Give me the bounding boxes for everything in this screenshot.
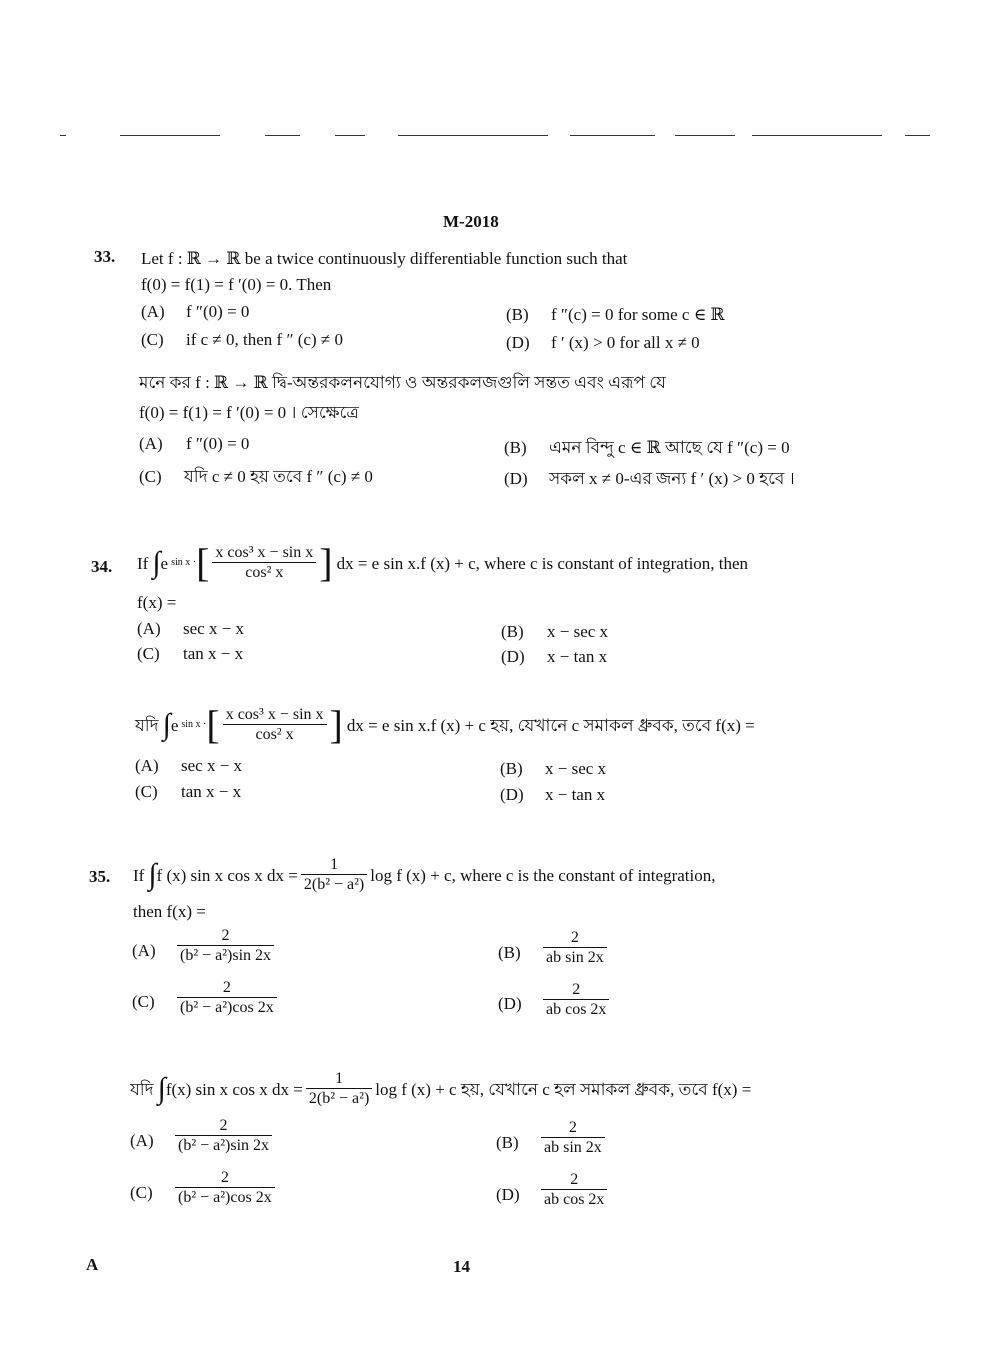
option-label: (C) [137,644,160,663]
option-label: (A) [137,619,161,638]
fraction [306,1071,372,1107]
question-text-bengali: f(0) = f(1) = f ′(0) = 0 । সেক্ষেত্রে [139,403,359,422]
equation-tail: log f (x) + c হয়, যেখানে c হল সমাকল ধ্রুবক, তবে f(x) = [375,1079,752,1099]
option-d [540,982,612,1018]
numerator: 2 [175,1118,272,1136]
option-c: if c ≠ 0, then f ″ (c) ≠ 0 [186,330,343,349]
numerator: 2 [543,930,607,948]
if-text: If [137,553,149,573]
denominator: cos² x [255,726,294,743]
integral-equation-bengali [130,1066,751,1112]
denominator: ab sin 2x [544,1139,602,1156]
page-number: 14 [453,1257,470,1276]
option-b: x − sec x [547,622,609,641]
question-text: f(0) = f(1) = f ′(0) = 0. Then [141,275,332,294]
left-bracket: [ [206,702,220,747]
base: e [160,553,169,573]
option-label: (C) [141,330,164,349]
question-text-bengali: মনে কর f : ℝ → ℝ দ্বি-অন্তরকলনযোগ্য ও অন্তরকলজগুলি সন্তত এবং এরূপ যে [139,373,666,392]
denominator: (b² − a²)sin 2x [178,1137,270,1154]
option-c: tan x − x [181,782,242,801]
fraction [223,707,327,743]
denominator: 2(b² − a²) [308,1090,370,1107]
option-label: (A) [139,434,163,453]
option-label: (C) [139,467,162,486]
option-d: x − tan x [547,647,608,666]
fraction [212,545,316,581]
numerator: 2 [177,928,274,946]
denominator: (b² − a²)cos 2x [178,1189,272,1206]
option-label: (A) [141,302,165,321]
integrand: f (x) sin x cos x dx = [156,865,298,885]
question-number: 35. [89,867,111,886]
option-c: tan x − x [183,644,244,663]
option-a: sec x − x [183,619,245,638]
option-label: (A) [132,941,156,960]
option-label: (D) [498,994,522,1013]
exponent: sin x · [171,557,197,568]
numerator: 2 [543,982,609,1000]
question-text: then f(x) = [133,902,206,921]
option-label: (B) [506,305,529,324]
equation-tail: dx = e sin x.f (x) + c, where c is constant of integration, then [336,553,749,573]
numerator: 2 [175,1170,275,1188]
equation-tail: dx = e sin x.f (x) + c হয়, যেখানে c সমাকল ধ্রুবক, তবে f(x) = [346,715,755,735]
integral-sign: ∫ [152,546,161,579]
option-label: (C) [135,782,158,801]
option-label: (D) [501,647,525,666]
denominator: (b² − a²)sin 2x [180,947,272,964]
option-d: সকল x ≠ 0-এর জন্য f ′ (x) > 0 হবে । [549,469,795,488]
if-text: If [133,865,145,885]
option-label: (A) [130,1131,154,1150]
option-c [172,1170,278,1206]
option-a [172,1118,275,1154]
integral-sign: ∫ [157,1072,166,1105]
integral-equation [137,538,748,588]
option-label: (B) [501,622,524,641]
page-code: M-2018 [443,212,499,231]
question-number: 34. [91,557,113,576]
question-text: Let f : ℝ → ℝ be a twice continuously differentiable function such that [141,249,628,268]
equation-tail: log f (x) + c, where c is the constant of integration, [370,865,716,885]
numerator: 1 [301,857,367,875]
integral-sign: ∫ [148,858,157,891]
option-label: (D) [506,333,530,352]
denominator: ab cos 2x [544,1191,605,1208]
if-text: যদি [130,1079,154,1099]
left-bracket: [ [196,540,210,585]
option-a: sec x − x [181,756,243,775]
option-label: (D) [496,1185,520,1204]
option-b: এমন বিন্দু c ∈ ℝ আছে যে f ″(c) = 0 [549,438,790,457]
base: e [170,715,179,735]
numerator: x cos³ x − sin x [212,545,316,563]
right-bracket: ] [319,540,333,585]
option-label: (D) [500,785,524,804]
numerator: 2 [541,1120,605,1138]
option-b: x − sec x [545,759,607,778]
denominator: cos² x [245,564,284,581]
option-a: f ″(0) = 0 [186,434,250,453]
right-bracket: ] [329,702,343,747]
option-label: (B) [496,1133,519,1152]
option-label: (A) [135,756,159,775]
if-text: যদি [135,715,159,735]
integrand: f(x) sin x cos x dx = [165,1079,303,1099]
fraction [301,857,367,893]
denominator: (b² − a²)cos 2x [180,999,274,1016]
option-d [538,1172,610,1208]
exponent: sin x · [181,719,207,730]
question-text: f(x) = [137,593,177,612]
option-label: (B) [504,438,527,457]
set-code: A [86,1255,99,1274]
integral-equation-bengali [135,700,755,750]
option-label: (B) [500,759,523,778]
option-d: f ′ (x) > 0 for all x ≠ 0 [551,333,700,352]
option-label: (C) [130,1183,153,1202]
option-b [540,930,610,966]
integral-equation [133,852,715,898]
denominator: ab cos 2x [546,1001,607,1018]
numerator: 1 [306,1071,372,1089]
integral-sign: ∫ [162,708,171,741]
option-c: যদি c ≠ 0 হয় তবে f ″ (c) ≠ 0 [184,467,373,486]
numerator: 2 [177,980,277,998]
option-a: f ″(0) = 0 [186,302,250,321]
option-a [174,928,277,964]
option-b [538,1120,608,1156]
denominator: ab sin 2x [546,949,604,966]
option-b: f ″(c) = 0 for some c ∈ ℝ [551,305,725,324]
denominator: 2(b² − a²) [303,876,365,893]
numerator: x cos³ x − sin x [223,707,327,725]
question-number: 33. [94,247,116,266]
option-c [174,980,280,1016]
numerator: 2 [541,1172,607,1190]
option-d: x − tan x [545,785,606,804]
option-label: (B) [498,943,521,962]
option-label: (C) [132,992,155,1011]
option-label: (D) [504,469,528,488]
